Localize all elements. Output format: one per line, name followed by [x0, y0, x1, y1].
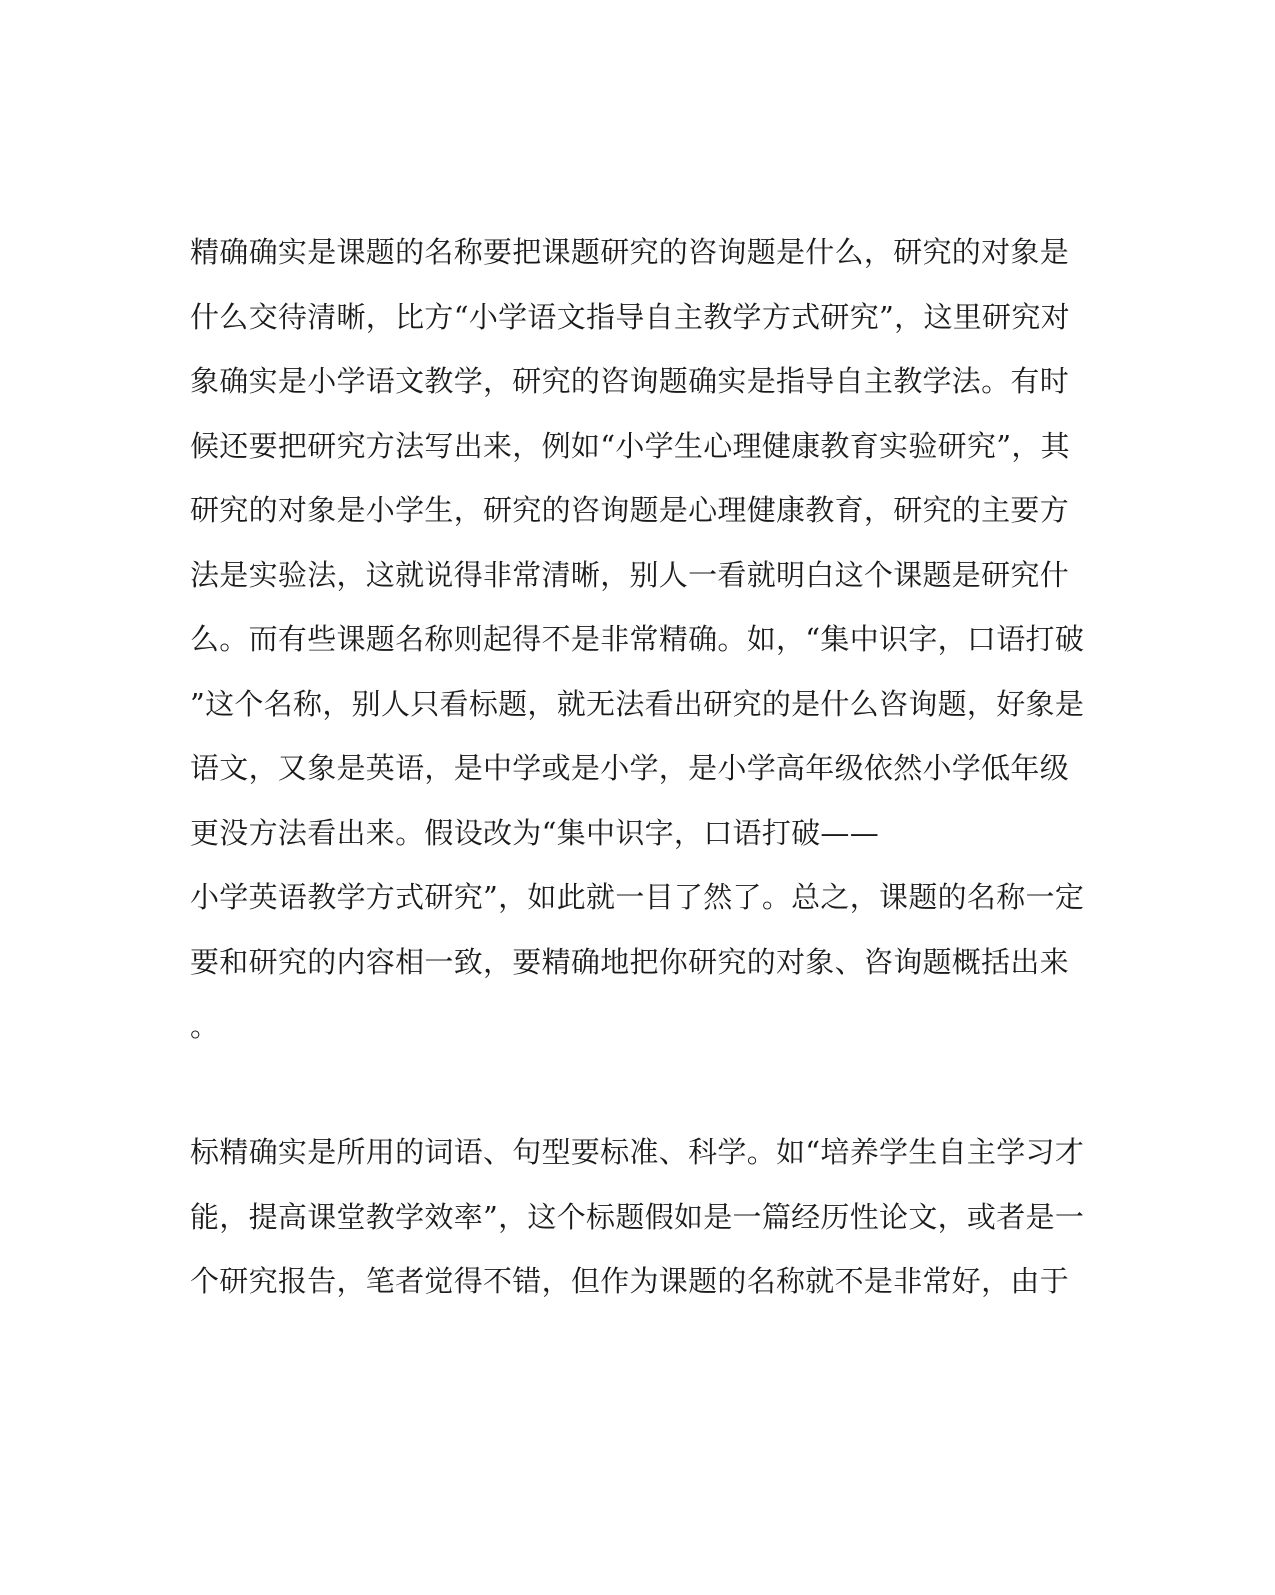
text-line: 研究的对象是小学生，研究的咨询题是心理健康教育，研究的主要方 — [190, 493, 1070, 527]
text-line: 精确确实是课题的名称要把课题研究的咨询题是什么，研究的对象是 — [190, 235, 1070, 269]
body-paragraph-1 — [190, 226, 1085, 1065]
text-line: 。 — [190, 1009, 220, 1043]
text-line: 要和研究的内容相一致，要精确地把你研究的对象、咨询题概括出来 — [190, 944, 1070, 979]
text-line: 个研究报告，笔者觉得不错，但作为课题的名称就不是非常好，由于 — [190, 1264, 1070, 1298]
text-line: 象确实是小学语文教学，研究的咨询题确实是指导自主教学法。有时 — [190, 364, 1070, 398]
text-line: 小学英语教学方式研究”，如此就一目了然了。总之，课题的名称一定 — [190, 880, 1085, 914]
body-paragraph-2 — [190, 1126, 1085, 1320]
text-line: 能，提高课堂教学效率”，这个标题假如是一篇经历性论文，或者是一 — [190, 1199, 1085, 1234]
text-line: 标精确实是所用的词语、句型要标准、科学。如“培养学生自主学习才 — [190, 1135, 1085, 1169]
text-line: 法是实验法，这就说得非常清晰，别人一看就明白这个课题是研究什 — [190, 557, 1070, 592]
text-line: 更没方法看出来。假设改为“集中识字，口语打破—— — [190, 815, 880, 850]
text-line: 什么交待清晰，比方“小学语文指导自主教学方式研究”，这里研究对 — [190, 299, 1070, 334]
text-line: 么。而有些课题名称则起得不是非常精确。如，“集中识字，口语打破 — [190, 622, 1085, 656]
text-line: 语文，又象是英语，是中学或是小学，是小学高年级依然小学低年级 — [190, 751, 1070, 785]
text-line: 候还要把研究方法写出来，例如“小学生心理健康教育实验研究”，其 — [190, 428, 1070, 463]
text-line: ”这个名称，别人只看标题，就无法看出研究的是什么咨询题，好象是 — [190, 686, 1085, 721]
